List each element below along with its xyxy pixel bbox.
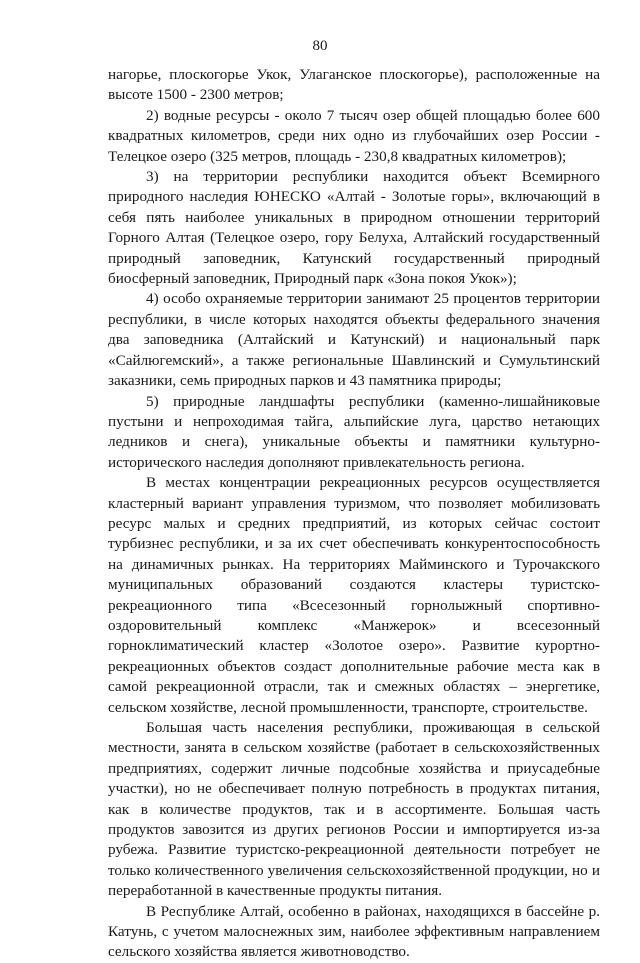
paragraph-protected-areas: 4) особо охраняемые территории занимают 25 процентов территории республики, в числе которых находятся объекты федерального значения два заповедника (Алтайский и Катунский) и национальный парк «Сайлюгемский», а также региональные Шавлинский и Сумультинский заказники, семь природных парков и 43 памятника природы; [108,290,600,390]
document-body [108,65,600,963]
paragraph-rural-population: Большая часть населения республики, проживающая в сельской местности, занята в сельском хозяйстве (работает в сельскохозяйственных предприятиях, содержит личные подсобные хозяйства и приусадебные участки), но не обеспечивает полную потребность в продуктах питания, как в количестве продуктов, так и в ассортименте. Большая часть продуктов завозится из других регионов России и импортируется из-за рубежа. Развитие туристско-рекреационной деятельности потребует не только количественного увеличения сельскохозяйственной продукции, но и переработанной в качественные продукты питания. [108,719,600,900]
paragraph-unesco-heritage: 3) на территории республики находится объект Всемирного природного наследия ЮНЕСКО «Алтай - Золотые горы», включающий в себя пять наиболее уникальных в природном отношении территорий Горного Алтая (Телецкое озеро, гору Белуха, Алтайский государственный природный заповедник, Катунский государственный природный биосферный заповедник, Природный парк «Зона покоя Укок»); [108,168,600,288]
paragraph-continuation: нагорье, плоскогорье Укок, Улаганское плоскогорье), расположенные на высоте 1500 - 2300 метров; [108,66,600,104]
paragraph-livestock: В Республике Алтай, особенно в районах, находящихся в бассейне р. Катунь, с учетом малоснежных зим, наиболее эффективным направлением сельского хозяйства является животноводство. [108,902,600,961]
paragraph-water-resources: 2) водные ресурсы - около 7 тысяч озер общей площадью более 600 квадратных километров, среди них одно из глубочайших озер России - Телецкое озеро (325 метров, площадь - 230,8 квадратных километров); [108,106,600,165]
page-number: 80 [312,38,328,54]
paragraph-landscapes: 5) природные ландшафты республики (каменно-лишайниковые пустыни и непроходимая тайга, альпийские луга, царство нетающих ледников и снега), уникальные объекты и памятники культурно-исторического наследия дополняют привлекательность региона. [108,392,600,471]
paragraph-tourism-clusters: В местах концентрации рекреационных ресурсов осуществляется кластерный вариант управления туризмом, что позволяет мобилизовать ресурс малых и средних предприятий, из которых сейчас состоит турбизнес республики, и за их счет обеспечивать конкурентоспособность на динамичных рынках. На территориях Майминского и Турочакского муниципальных образований создаются кластеры туристско-рекреационного типа «Всесезонный горнолыжный спортивно-оздоровительный комплекс «Манжерок» и всесезонный горноклиматический кластер «Золотое озеро». Развитие курортно-рекреационных объектов создаст дополнительные рабочие места как в самой рекреационной отрасли, так и смежных областях – энергетике, сельском хозяйстве, лесной промышленности, транспорте, строительстве. [108,474,600,716]
